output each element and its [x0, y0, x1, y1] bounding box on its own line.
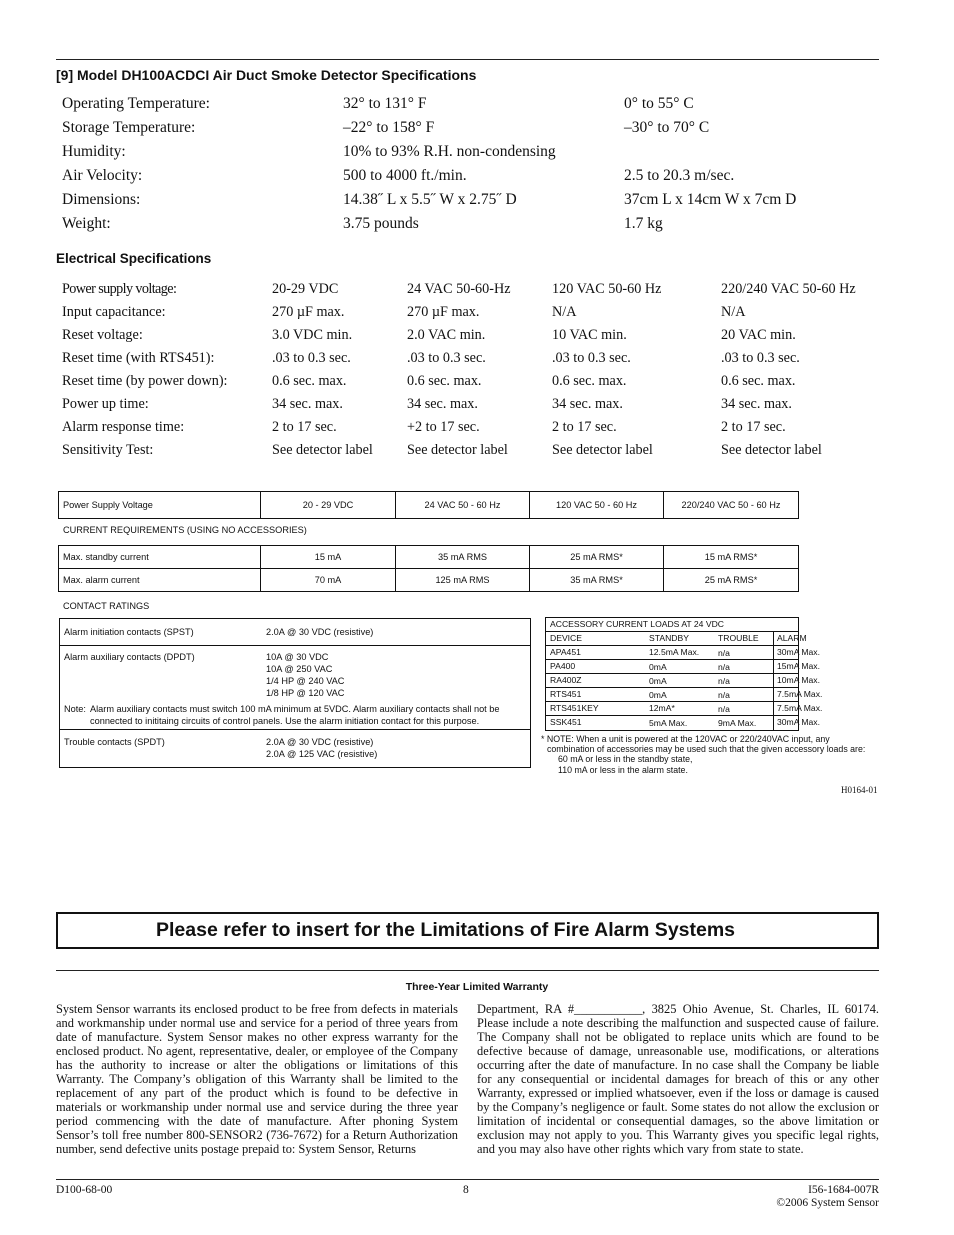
electrical-value: 270 µF max. [272, 304, 345, 320]
spec-imperial: 14.38˝ L x 5.5˝ W x 2.75˝ D [343, 191, 517, 208]
page-number: 8 [463, 1184, 469, 1196]
accessory-standby: 0mA [649, 676, 667, 686]
spec-imperial: –22° to 158° F [343, 119, 435, 136]
electrical-title: Electrical Specifications [56, 251, 212, 266]
accessory-trouble: n/a [718, 690, 730, 700]
warranty-text-left: System Sensor warrants its enclosed product to be free from defects in materials and workmanship under normal use and service for a period of three years from date of manufacture. System Sensor makes no other express warranty for the enclosed product. No agent, representative, dealer, or employee of the Company has the authority to increase or alter the obligations or limitations of this Warranty. The Company’s obligation of this Warranty shall be limited to the replacement of any part of the product which is found to be defective in materials or workmanship under normal use and service during the three year period commencing with the date of manufacture. After phoning System Sensor’s toll free number 800-SENSOR2 (736-7672) for a Return Authorization number, send defective units postage prepaid to: System Sensor, Returns [56, 1002, 458, 1156]
warranty-title: Three-Year Limited Warranty [405, 981, 549, 993]
electrical-value: N/A [552, 304, 577, 320]
spec-label: Humidity: [62, 143, 126, 160]
initiation-contacts-label: Alarm initiation contacts (SPST) [64, 627, 194, 637]
accessory-alarm: 30mA Max. [777, 717, 820, 727]
electrical-value: +2 to 17 sec. [407, 419, 480, 435]
spec-imperial: 500 to 4000 ft./min. [343, 167, 467, 184]
electrical-value: 34 sec. max. [721, 396, 792, 412]
electrical-value: 2 to 17 sec. [552, 419, 617, 435]
alarm-current-label: Max. alarm current [58, 568, 261, 592]
alarm-current-cell: 70 mA [260, 568, 396, 592]
auxiliary-contacts-value: 10A @ 30 VDC [266, 652, 329, 662]
accessory-trouble: n/a [718, 704, 730, 714]
accessory-trouble: n/a [718, 662, 730, 672]
auxiliary-contacts-label: Alarm auxiliary contacts (DPDT) [64, 652, 195, 662]
accessory-header: STANDBY [649, 633, 689, 643]
initiation-contacts-value: 2.0A @ 30 VDC (resistive) [266, 627, 374, 637]
spec-label: Dimensions: [62, 191, 141, 208]
trouble-contacts-label: Trouble contacts (SPDT) [64, 737, 165, 747]
electrical-label: Sensitivity Test: [62, 442, 154, 458]
spec-label: Air Velocity: [62, 167, 143, 184]
electrical-value: See detector label [407, 442, 508, 458]
electrical-value: 34 sec. max. [272, 396, 343, 412]
limitations-banner: Please refer to insert for the Limitations of Fire Alarm Systems [56, 912, 879, 949]
auxiliary-contacts-value: 10A @ 250 VAC [266, 664, 333, 674]
electrical-value: 120 VAC 50-60 Hz [552, 281, 662, 297]
standby-current-label: Max. standby current [58, 545, 261, 569]
auxiliary-contacts-box [59, 645, 531, 730]
accessory-trouble: n/a [718, 676, 730, 686]
spec-label: Weight: [62, 215, 111, 232]
spec-metric: 2.5 to 20.3 m/sec. [624, 167, 735, 184]
spec-label: Storage Temperature: [62, 119, 196, 136]
electrical-value: .03 to 0.3 sec. [407, 350, 486, 366]
electrical-value: 10 VAC min. [552, 327, 627, 343]
accessory-device: PA400 [550, 661, 576, 671]
alarm-current-cell: 125 mA RMS [395, 568, 530, 592]
spec-imperial: 3.75 pounds [343, 215, 419, 232]
electrical-value: 0.6 sec. max. [407, 373, 482, 389]
electrical-label: Reset time (with RTS451): [62, 350, 215, 366]
top-rule [56, 59, 879, 60]
accessory-note-line: 110 mA or less in the alarm state. [558, 765, 688, 775]
electrical-value: .03 to 0.3 sec. [552, 350, 631, 366]
accessory-device: RA400Z [550, 675, 582, 685]
electrical-value: .03 to 0.3 sec. [721, 350, 800, 366]
footer-copyright: ©2006 System Sensor [776, 1197, 879, 1209]
electrical-value: See detector label [721, 442, 822, 458]
psv-header-label: Power Supply Voltage [58, 491, 261, 519]
footer-doc-code: D100-68-00 [56, 1184, 113, 1196]
psv-header-cell: 20 - 29 VDC [260, 491, 396, 519]
electrical-value: .03 to 0.3 sec. [272, 350, 351, 366]
note-label: Note: [64, 704, 86, 714]
electrical-value: 270 µF max. [407, 304, 480, 320]
spec-metric: 0° to 55° C [624, 95, 694, 112]
contact-ratings-caption: CONTACT RATINGS [63, 601, 150, 611]
accessory-device: SSK451 [550, 717, 582, 727]
auxiliary-contacts-value: 1/8 HP @ 120 VAC [266, 688, 345, 698]
accessory-note-line: combination of accessories may be used such that the given accessory loads are: [547, 744, 866, 754]
accessory-note-line: * NOTE: When a unit is powered at the 120VAC or 220/240VAC input, any [541, 734, 830, 744]
trouble-contacts-value: 2.0A @ 30 VDC (resistive) [266, 737, 374, 747]
accessory-standby: 5mA Max. [649, 718, 688, 728]
accessory-alarm: 7.5mA Max. [777, 689, 823, 699]
electrical-value: 2 to 17 sec. [272, 419, 337, 435]
accessory-device: RTS451KEY [550, 703, 599, 713]
alarm-current-cell: 25 mA RMS* [663, 568, 799, 592]
electrical-label: Power supply voltage: [62, 281, 177, 297]
note-text: Alarm auxiliary contacts must switch 100 mA minimum at 5VDC. Alarm auxiliary contacts shall not be [90, 704, 500, 714]
auxiliary-contacts-value: 1/4 HP @ 240 VAC [266, 676, 345, 686]
accessory-standby: 0mA [649, 690, 667, 700]
accessory-standby: 0mA [649, 662, 667, 672]
accessory-device: RTS451 [550, 689, 582, 699]
spec-label: Operating Temperature: [62, 95, 210, 112]
electrical-value: 34 sec. max. [407, 396, 478, 412]
electrical-value: 2 to 17 sec. [721, 419, 786, 435]
accessory-trouble: 9mA Max. [718, 718, 757, 728]
footer-doc-number: I56-1684-007R [808, 1184, 879, 1196]
accessory-device: APA451 [550, 647, 581, 657]
spec-metric: 37cm L x 14cm W x 7cm D [624, 191, 797, 208]
electrical-value: 0.6 sec. max. [552, 373, 627, 389]
spec-metric: –30° to 70° C [624, 119, 710, 136]
accessory-trouble: n/a [718, 648, 730, 658]
accessory-alarm: 7.5mA Max. [777, 703, 823, 713]
standby-current-cell: 25 mA RMS* [529, 545, 664, 569]
electrical-value: 24 VAC 50-60-Hz [407, 281, 511, 297]
electrical-value: 20-29 VDC [272, 281, 339, 297]
accessory-standby: 12mA* [649, 703, 675, 713]
standby-current-cell: 15 mA [260, 545, 396, 569]
accessory-header: ALARM [777, 633, 807, 643]
accessory-title: ACCESSORY CURRENT LOADS AT 24 VDC [550, 619, 724, 629]
electrical-value: N/A [721, 304, 746, 320]
electrical-label: Power up time: [62, 396, 149, 412]
accessory-alarm: 15mA Max. [777, 661, 820, 671]
trouble-contacts-box [59, 729, 531, 768]
initiation-contacts-box [59, 618, 531, 646]
spec-metric: 1.7 kg [624, 215, 663, 232]
warranty-text-right: Department, RA #___________, 3825 Ohio Avenue, St. Charles, IL 60174. Please include a note describing the malfunction and suspected cause of failure. The Company shall not be obligated to replace units which are found to be defective because of damage, unreasonable use, modifications, or alterations occurring after the date of manufacture. In no case shall the Company be liable for any consequential or incidental damages for breach of this or any other Warranty, expressed or implied whatsoever, even if the loss or damage is caused by the Company’s negligence or fault. Some states do not allow the exclusion or limitation of incidental or consequential damages, so the above limitation or exclusion may not apply to you. This Warranty gives you specific legal rights, and you may also have other rights which vary from state to state. [477, 1002, 879, 1156]
accessory-alarm: 10mA Max. [777, 675, 820, 685]
alarm-current-cell: 35 mA RMS* [529, 568, 664, 592]
footer-rule [56, 1179, 879, 1180]
current-requirements-caption: CURRENT REQUIREMENTS (USING NO ACCESSORIES) [63, 525, 307, 535]
electrical-label: Input capacitance: [62, 304, 166, 320]
electrical-label: Reset voltage: [62, 327, 143, 343]
accessory-header: DEVICE [550, 633, 582, 643]
standby-current-cell: 35 mA RMS [395, 545, 530, 569]
accessory-alarm: 30mA Max. [777, 647, 820, 657]
electrical-value: 3.0 VDC min. [272, 327, 353, 343]
spec-imperial: 10% to 93% R.H. non-condensing [343, 143, 556, 160]
electrical-value: 34 sec. max. [552, 396, 623, 412]
electrical-label: Alarm response time: [62, 419, 185, 435]
accessory-note-line: 60 mA or less in the standby state, [558, 754, 693, 764]
electrical-label: Reset time (by power down): [62, 373, 228, 389]
electrical-value: See detector label [272, 442, 373, 458]
warranty-rule [56, 970, 879, 971]
accessory-table [545, 617, 823, 731]
trouble-contacts-value: 2.0A @ 125 VAC (resistive) [266, 749, 378, 759]
standby-current-cell: 15 mA RMS* [663, 545, 799, 569]
accessory-header: TROUBLE [718, 633, 759, 643]
section-title: [9] Model DH100ACDCI Air Duct Smoke Detector Specifications [56, 67, 477, 83]
electrical-value: 20 VAC min. [721, 327, 796, 343]
electrical-value: 220/240 VAC 50-60 Hz [721, 281, 856, 297]
electrical-value: 2.0 VAC min. [407, 327, 486, 343]
accessory-standby: 12.5mA Max. [649, 647, 700, 657]
figure-id: H0164-01 [841, 785, 878, 795]
psv-header-cell: 120 VAC 50 - 60 Hz [529, 491, 664, 519]
electrical-value: See detector label [552, 442, 653, 458]
electrical-value: 0.6 sec. max. [721, 373, 796, 389]
note-text: connected to inititaing circuits of control panels. Use the alarm initiation contact for this purpose. [90, 716, 480, 726]
psv-header-cell: 220/240 VAC 50 - 60 Hz [663, 491, 799, 519]
psv-header-cell: 24 VAC 50 - 60 Hz [395, 491, 530, 519]
electrical-value: 0.6 sec. max. [272, 373, 347, 389]
spec-imperial: 32° to 131° F [343, 95, 427, 112]
